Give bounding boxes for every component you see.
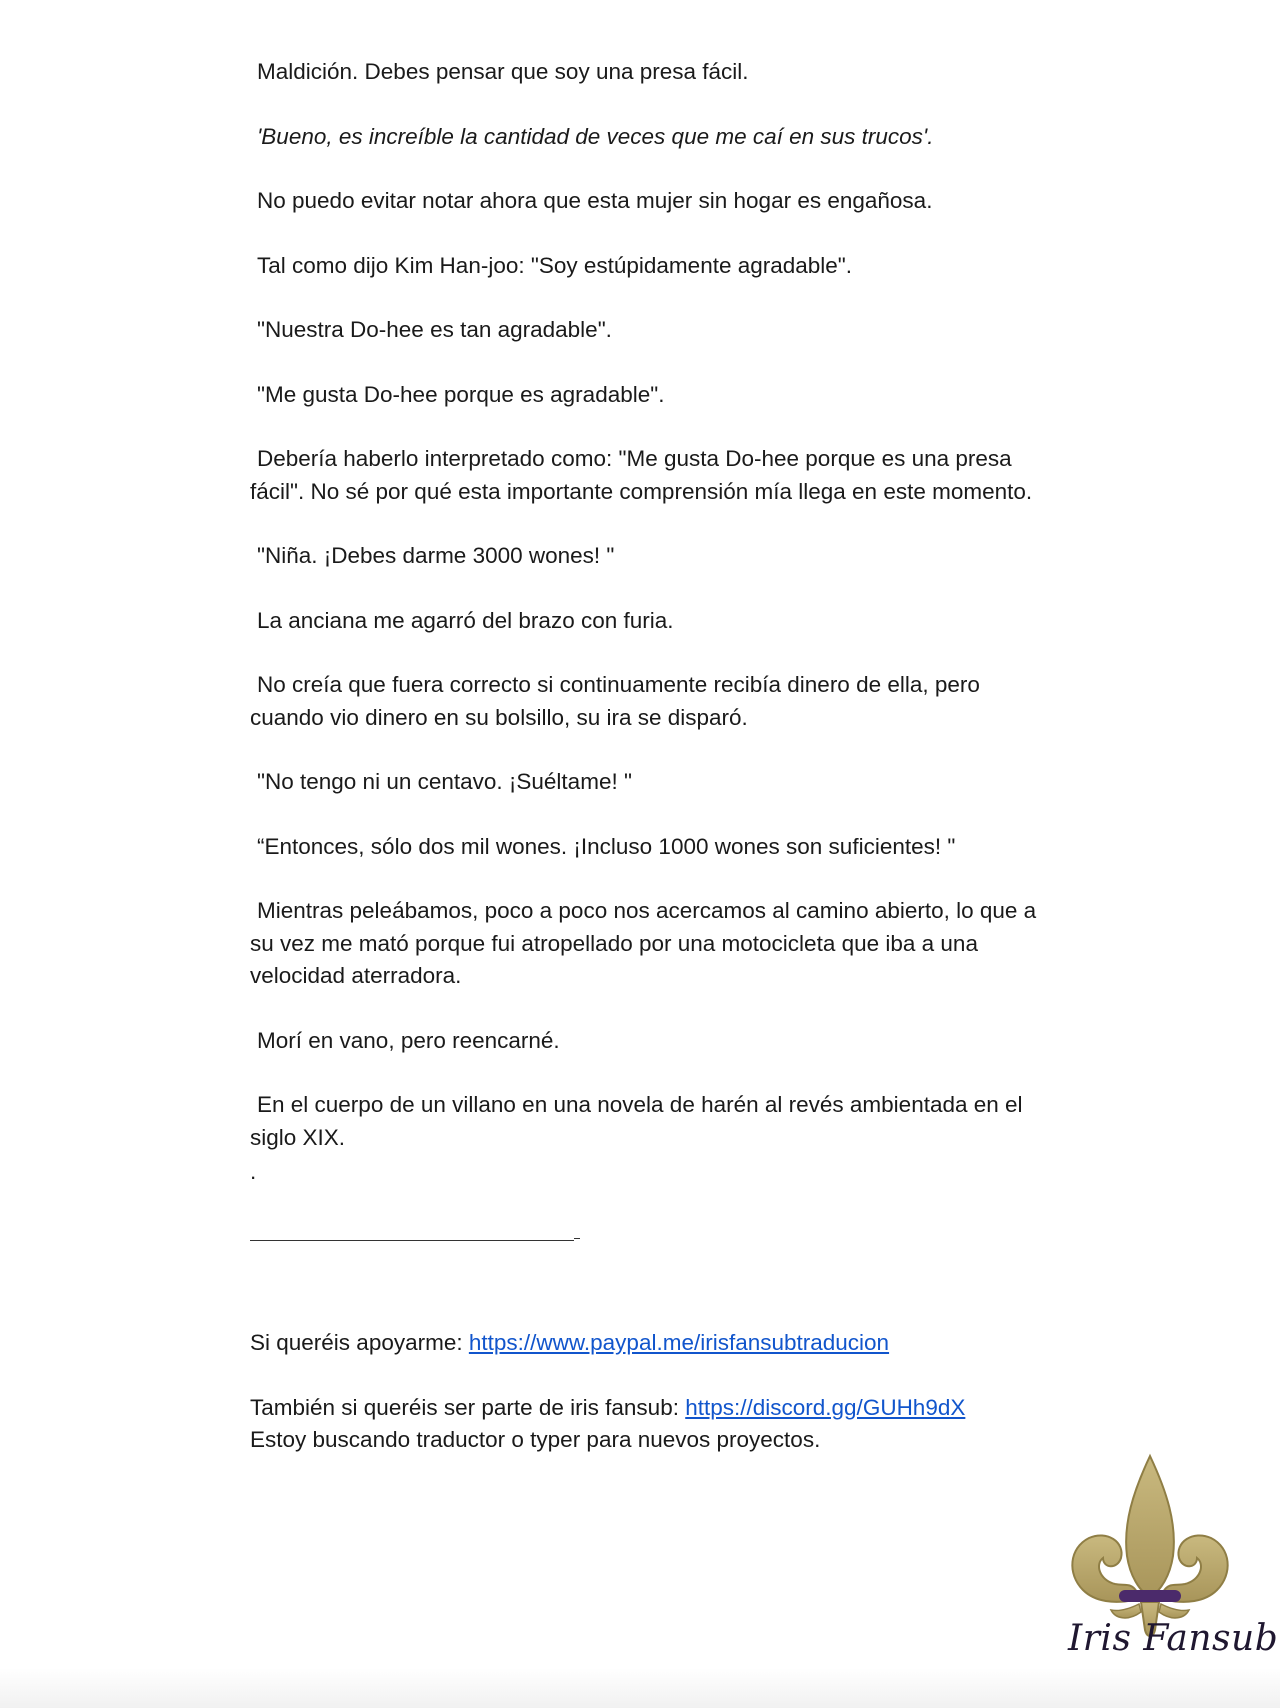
paragraph: "Nuestra Do-hee es tan agradable".: [257, 317, 612, 342]
footer-notes: [250, 1327, 1050, 1457]
paragraph: "Me gusta Do-hee porque es agradable".: [257, 381, 665, 407]
paypal-link[interactable]: https://www.paypal.me/irisfansubtraducion: [468, 1330, 890, 1355]
support-label: Si queréis apoyarme:: [250, 1330, 469, 1355]
separator-dash: [574, 1238, 580, 1239]
paragraph: En el cuerpo de un villano en una novela de harén al revés ambientada en el siglo XIX.: [250, 1092, 1023, 1150]
logo-text: Iris Fansub: [1068, 1618, 1279, 1659]
document-body: [250, 56, 1050, 1457]
paragraph: “Entonces, sólo dos mil wones. ¡Incluso 1000 wones son suficientes! ": [257, 833, 956, 859]
bottom-shadow: [0, 1668, 1280, 1708]
discord-link[interactable]: https://discord.gg/GUHh9dX: [685, 1394, 966, 1420]
paragraph: Tal como dijo Kim Han-joo: "Soy estúpidamente agradable".: [257, 252, 853, 278]
paragraph-list: [250, 56, 1050, 1154]
paragraph: No puedo evitar notar ahora que esta mujer sin hogar es engañosa.: [257, 188, 933, 213]
paragraph: "Niña. ¡Debes darme 3000 wones! ": [257, 543, 615, 568]
trailing-dot: .: [250, 1159, 257, 1184]
paragraph: Mientras peleábamos, poco a poco nos acercamos al camino abierto, lo que a su vez me mató porque fui atropellado por una motocicleta que iba a una velocidad aterradora.: [250, 898, 1037, 988]
paragraph: Debería haberlo interpretado como: "Me gusta Do-hee porque es una presa fácil". No sé por qué esta importante comprensión mía llega en este momento.: [250, 446, 1033, 504]
paragraph: Morí en vano, pero reencarné.: [257, 1027, 560, 1053]
paragraph: La anciana me agarró del brazo con furia.: [257, 607, 674, 633]
join-line: [250, 1392, 1050, 1425]
paragraph: Maldición. Debes pensar que soy una presa fácil.: [257, 59, 749, 84]
paragraph: "No tengo ni un centavo. ¡Suéltame! ": [257, 769, 632, 794]
separator-line: [250, 1240, 574, 1241]
paragraph: No creía que fuera correcto si continuamente recibía dinero de ella, pero cuando vio dinero en su bolsillo, su ira se disparó.: [250, 672, 980, 730]
join-label: También si queréis ser parte de iris fansub:: [250, 1394, 686, 1420]
support-line: [250, 1327, 1050, 1360]
paragraph: 'Bueno, es increíble la cantidad de veces que me caí en sus trucos'.: [257, 123, 934, 149]
recruit-text: Estoy buscando traductor o typer para nuevos proyectos.: [250, 1427, 821, 1452]
